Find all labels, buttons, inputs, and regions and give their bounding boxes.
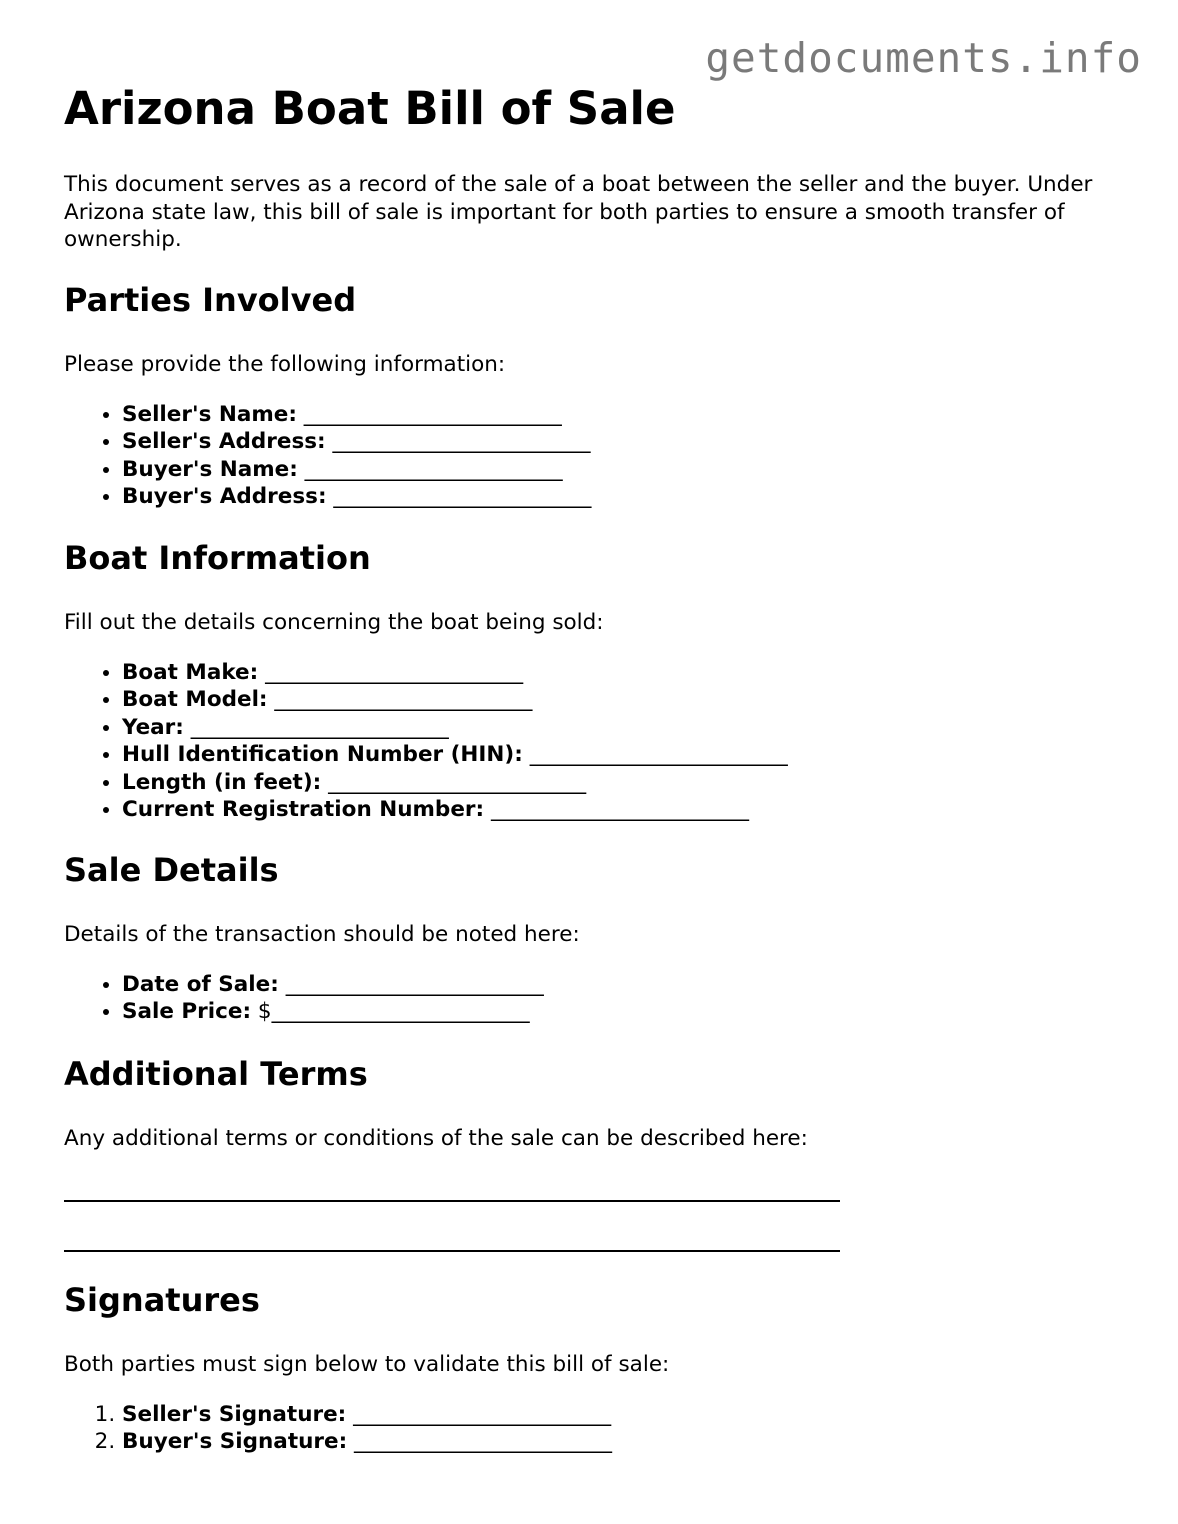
list-item-sale-price[interactable] xyxy=(122,998,544,1025)
blank-line: $________________________ xyxy=(251,999,530,1025)
blank-line: ________________________ xyxy=(267,687,533,713)
list-item-buyers-name[interactable] xyxy=(122,456,591,483)
blank-line: ________________________ xyxy=(325,429,591,455)
parties-list xyxy=(64,401,591,511)
blank-line: ________________________ xyxy=(296,402,562,427)
parties-lead: Please provide the following information: xyxy=(64,352,506,377)
list-item-sellers-address[interactable] xyxy=(122,428,591,455)
blank-line: ________________________ xyxy=(297,456,563,482)
list-item-buyers-address[interactable] xyxy=(122,483,591,510)
list-item-sellers-name[interactable] xyxy=(122,401,591,428)
list-item-buyers-signature[interactable] xyxy=(122,1428,612,1455)
list-item-length[interactable] xyxy=(122,769,788,796)
sale-lead: Details of the transaction should be noted here: xyxy=(64,922,580,947)
document-title: Arizona Boat Bill of Sale xyxy=(64,82,676,135)
blank-line: ________________________ xyxy=(347,1429,613,1455)
field-label: Seller's Address: xyxy=(122,429,326,455)
boat-heading: Boat Information xyxy=(64,539,371,577)
field-label: Length (in feet): xyxy=(122,769,322,795)
sale-list xyxy=(64,971,544,1026)
blank-line: ________________________ xyxy=(346,1402,612,1427)
list-item-sellers-signature[interactable] xyxy=(122,1401,612,1428)
blank-line: ________________________ xyxy=(522,742,788,768)
field-label: Date of Sale: xyxy=(122,972,279,997)
field-label: Current Registration Number: xyxy=(122,797,485,823)
list-item-registration-number[interactable] xyxy=(122,796,788,823)
field-label: Boat Model: xyxy=(122,687,268,713)
blank-line: ________________________ xyxy=(326,484,592,510)
field-label: Boat Make: xyxy=(122,660,259,685)
boat-lead: Fill out the details concerning the boat being sold: xyxy=(64,610,604,635)
list-item-boat-model[interactable] xyxy=(122,686,788,713)
signatures-heading: Signatures xyxy=(64,1281,260,1319)
terms-blank-line-1[interactable] xyxy=(64,1200,840,1202)
blank-line: ________________________ xyxy=(183,714,449,740)
list-item-date-of-sale[interactable] xyxy=(122,971,544,998)
field-label: Seller's Signature: xyxy=(122,1402,347,1427)
blank-line: ________________________ xyxy=(258,660,524,685)
field-label: Buyer's Signature: xyxy=(122,1429,348,1455)
terms-lead: Any additional terms or conditions of the sale can be described here: xyxy=(64,1126,808,1151)
blank-line: ________________________ xyxy=(484,797,749,823)
field-label: Seller's Name: xyxy=(122,402,297,427)
field-label: Buyer's Name: xyxy=(122,456,298,482)
blank-line: ________________________ xyxy=(321,769,587,795)
watermark: getdocuments.info xyxy=(705,34,1142,82)
list-item-boat-make[interactable] xyxy=(122,659,788,686)
signatures-list xyxy=(64,1401,612,1456)
parties-heading: Parties Involved xyxy=(64,281,357,319)
sale-heading: Sale Details xyxy=(64,851,279,889)
terms-blank-line-2[interactable] xyxy=(64,1250,840,1252)
boat-list xyxy=(64,659,788,823)
field-label: Buyer's Address: xyxy=(122,484,327,510)
signatures-lead: Both parties must sign below to validate this bill of sale: xyxy=(64,1352,670,1377)
field-label: Year: xyxy=(122,714,184,740)
terms-heading: Additional Terms xyxy=(64,1055,368,1093)
blank-line: ________________________ xyxy=(278,972,544,997)
intro-paragraph: This document serves as a record of the sale of a boat between the seller and the buyer. Under Arizona state law, this bill of sale is important for both parties to ensure a smooth transfer of ownership. xyxy=(64,172,1093,252)
list-item-year[interactable] xyxy=(122,714,788,741)
list-item-hin[interactable] xyxy=(122,741,788,768)
field-label: Hull Identification Number (HIN): xyxy=(122,742,523,768)
field-label: Sale Price: xyxy=(122,999,252,1025)
